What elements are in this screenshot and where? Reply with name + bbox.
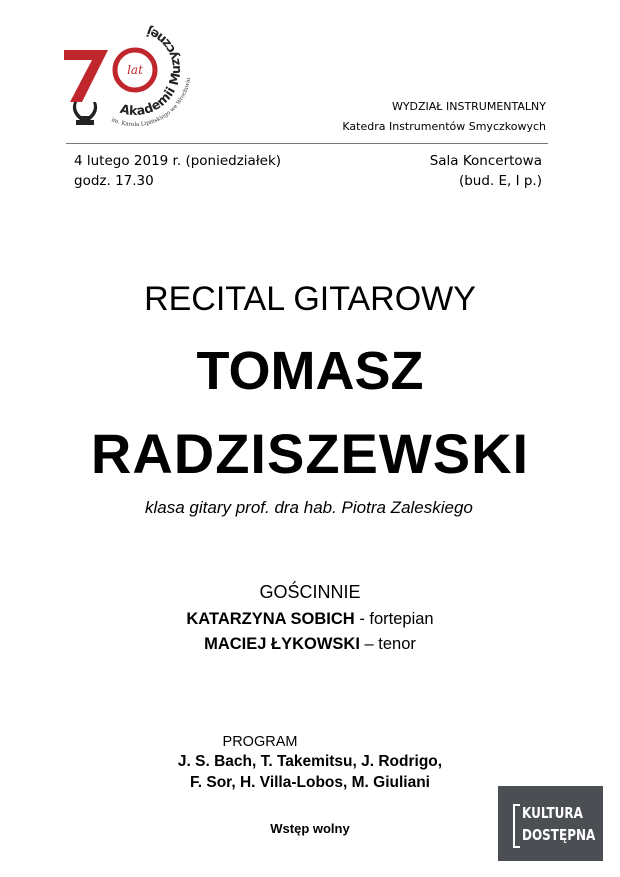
guest-item <box>0 610 620 629</box>
venue-name: Sala Koncertowa <box>429 153 542 169</box>
department-name: Katedra Instrumentów Smyczkowych <box>342 120 546 133</box>
bracket-icon <box>513 804 520 848</box>
guest-item <box>0 635 620 654</box>
logo-arc-text: Akademii Muzycznej <box>118 24 184 119</box>
guests-heading: GOŚCINNIE <box>259 582 361 602</box>
badge-line1: KULTURA <box>522 804 583 822</box>
guest-role: - fortepian <box>354 610 434 628</box>
faculty-name: WYDZIAŁ INSTRUMENTALNY <box>391 100 546 113</box>
class-note: klasa gitary prof. dra hab. Piotra Zaleskiego <box>145 498 473 517</box>
guest-role: – tenor <box>359 635 416 653</box>
performer-last-name: RADZISZEWSKI <box>90 422 530 485</box>
event-venue <box>430 151 542 191</box>
header-divider <box>66 143 548 144</box>
event-title: RECITAL GITAROWY <box>144 280 476 318</box>
program-line: F. Sor, H. Villa-Lobos, M. Giuliani <box>190 774 430 791</box>
program-heading: PROGRAM <box>222 734 298 750</box>
lyre-icon <box>73 102 97 125</box>
event-date-time <box>74 151 281 191</box>
event-time: godz. 17.30 <box>74 173 154 189</box>
guest-name: MACIEJ ŁYKOWSKI <box>204 635 360 653</box>
admission-note: Wstęp wolny <box>270 821 350 836</box>
program-line: J. S. Bach, T. Takemitsu, J. Rodrigo, <box>177 753 443 770</box>
event-date: 4 lutego 2019 r. (poniedziałek) <box>74 153 282 169</box>
logo-sub-text: im. Karola Lipińskiego we Wrocławiu <box>110 77 193 129</box>
logo-lat: lat <box>127 63 143 77</box>
academy-logo <box>60 10 210 140</box>
guest-name: KATARZYNA SOBICH <box>186 610 355 628</box>
badge-line2: DOSTĘPNA <box>522 826 596 844</box>
performer-first-name: TOMASZ <box>196 341 424 401</box>
kultura-dostepna-badge <box>498 786 603 861</box>
badge-text <box>522 802 595 846</box>
venue-building: (bud. E, I p.) <box>458 173 542 189</box>
